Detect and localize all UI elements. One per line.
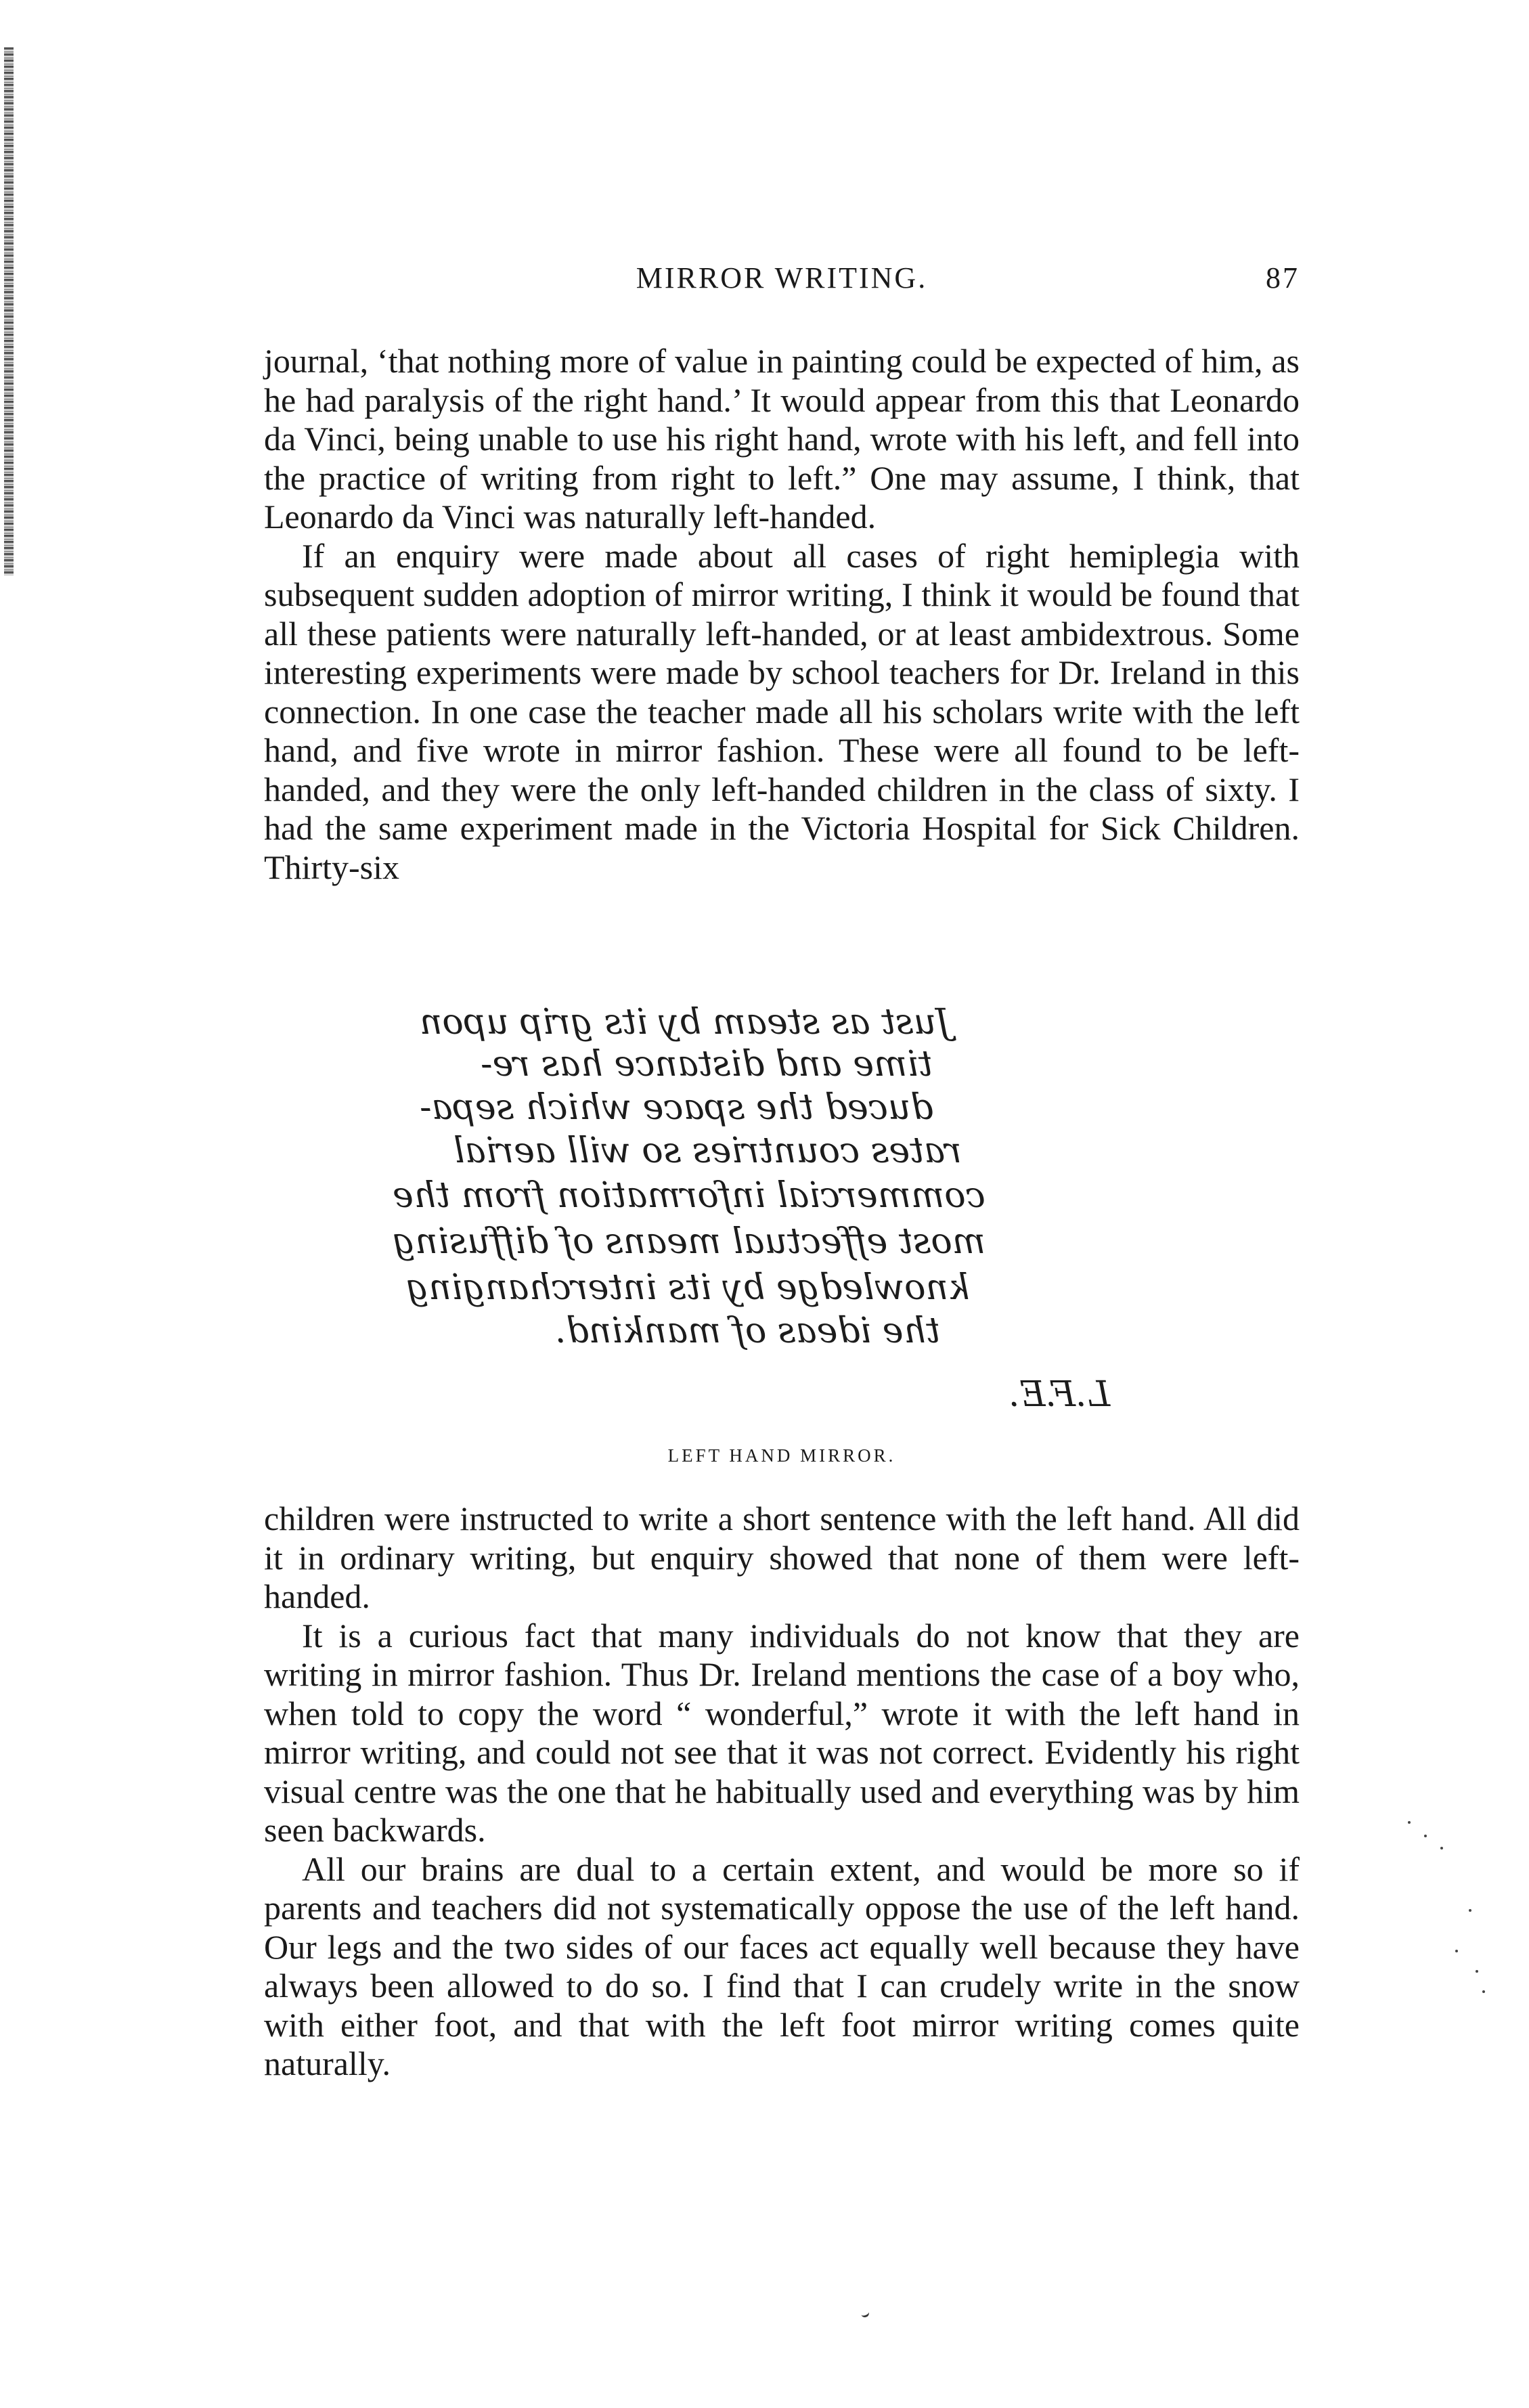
speck — [1482, 1990, 1485, 1993]
page-number: 87 — [1266, 261, 1300, 294]
binding-edge — [4, 47, 14, 575]
speck — [1455, 1950, 1458, 1952]
speck — [1408, 1821, 1411, 1824]
paragraph: All our brains are dual to a certain extent, and would be more so if parents and teachers did not systematically oppose the use of the left hand. Our legs and the two sides of our faces act equally well because they have always been allowed to do so. I find that I can crudely write in the snow with either foot, and that with the left foot mirror writing comes quite naturally. — [264, 1849, 1300, 2082]
body-text-bottom — [264, 1499, 1300, 2084]
mirror-handwriting-line: rates countries so will aerial — [453, 1131, 962, 1171]
speck — [1469, 1909, 1471, 1912]
mirror-handwriting-line: the ideas of mankind. — [555, 1311, 940, 1351]
ink-mark — [860, 2308, 870, 2318]
speck — [1440, 1847, 1443, 1849]
page-header-title: MIRROR WRITING. — [636, 261, 928, 294]
body-text-top — [264, 342, 1300, 887]
paper-specks — [1408, 1821, 1489, 2024]
mirror-handwriting-line: time and distance has re- — [481, 1044, 933, 1085]
speck — [1424, 1835, 1427, 1837]
mirror-handwriting-line: most effectual means of diffusing — [393, 1221, 986, 1262]
mirror-handwriting-line: duced the space which sepa- — [420, 1087, 933, 1128]
mirror-handwriting-line: knowledge by its interchanging — [406, 1267, 970, 1308]
paragraph: journal, ‘that nothing more of value in painting could be expected of him, as he had paralysis of the right hand.’ It would appear from this that Leonardo da Vinci, being unable to use his right hand, wrote with his left, and fell into the practice of writing from right to left.” One may assume, I think, that Leonardo da Vinci was naturally left-handed. — [264, 342, 1300, 535]
mirror-handwriting-line: commercial information from the — [393, 1175, 985, 1216]
mirror-signature: L.F.E. — [1009, 1374, 1111, 1415]
figure-caption: LEFT HAND MIRROR. — [667, 1445, 896, 1466]
paragraph: It is a curious fact that many individuals do not know that they are writing in mirror fashion. Thus Dr. Ireland mentions the case of a boy who, when told to copy the word “ wonderful,” wrote it with the left hand in mirror writing, and could not see that it was not correct. Evidently his right visual centre was the one that he habitually used and everything was by him seen backwards. — [264, 1616, 1300, 1849]
running-head — [264, 261, 1300, 301]
mirror-handwriting-line: Just as steam by its grip upon — [420, 1002, 950, 1043]
speck — [1476, 1970, 1478, 1973]
paragraph: If an enquiry were made about all cases of right hemiplegia with subsequent sudden adoption of mirror writing, I think it would be found that all these patients were naturally left-handed, or at least ambidextrous. Some interesting experiments were made by school teachers for Dr. Ireland in this connection. In one case the teacher made all his scholars write with the left hand, and five wrote in mirror fashion. These were all found to be left-handed, and they were the only left-handed children in the class of sixty. I had the same experiment made in the Victoria Hospital for Sick Children. Thirty-six — [264, 536, 1300, 886]
mirror-writing-figure — [379, 1002, 1178, 1422]
paragraph: children were instructed to write a short sentence with the left hand. All did it in ordinary writing, but enquiry showed that none of them were left-handed. — [264, 1499, 1300, 1615]
